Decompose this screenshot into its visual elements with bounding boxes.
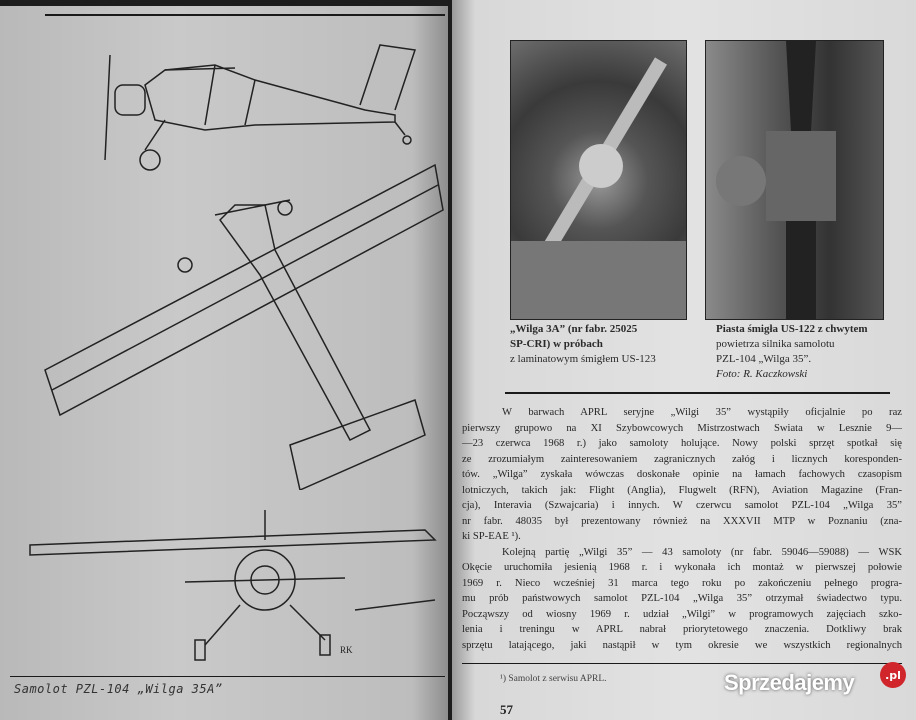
text-line: lotniczych, takich jak: Flight (Anglia), Flugwelt (RFN), Aviation Magazine (Fran- [462,484,902,496]
aircraft-top-view-drawing [40,160,445,490]
caption-rule [505,392,890,394]
caption-line: Piasta śmigła US-122 z chwytem [716,323,868,335]
photo-propeller-hub [705,40,884,320]
text-line: tów. „Wilga” zyskała wówczas doskonałe opinie na łamach fachowych czasopism [462,469,902,480]
photo-caption-1 [510,322,656,367]
text-line: sprzętu latającego, jaki nastąpił w tym okresie we wszystkich regionalnych [462,639,902,651]
photo-wilga-3a [510,40,687,320]
footnote: ¹) Samolot z serwisu APRL. [500,674,607,684]
caption-line: z laminatowym śmigłem US-123 [510,353,656,365]
paragraph-2 [462,545,902,654]
footnote-rule [462,663,902,664]
caption-line: PZL-104 „Wilga 35”. [716,353,812,365]
caption-line: „Wilga 3A” (nr fabr. 25025 [510,323,638,335]
paragraph-1 [462,405,902,545]
text-line: Począwszy od wiosny 1969 r. udział „Wilgi” w programowych zajęciach szko- [462,608,902,620]
text-line: —23 czerwca 1968 r.) jako samoloty holujące. Nowy polski sprzęt spotkał się [462,438,902,449]
text-line: ze zrozumiałym zainteresowaniem zagranicznych załóg i licznych koresponden- [462,453,902,465]
top-rule [45,14,445,16]
watermark-logo: Sprzedajemy [724,670,855,695]
caption-line: powietrza silnika samolotu [716,338,835,350]
text-line: ki SP-EAE ¹). [462,531,521,542]
text-line: 1969 r. Nieco wcześniej 31 marca tego roku po zakończeniu pełnego progra- [462,577,902,589]
aircraft-front-view-drawing [25,500,445,670]
text-line: cja), Interavia (Szwajcaria) i innych. W czerwcu samolot PZL-104 „Wilga 35” [462,500,902,511]
drawing-mark: RK [340,645,353,655]
text-line: Kolejną partię „Wilgi 35” — 43 samoloty (nr fabr. 59046—59088) — WSK [502,546,902,558]
aircraft-side-view-drawing [95,40,425,175]
photo-caption-2 [716,322,868,382]
page-number: 57 [500,702,513,717]
left-bottom-rule [10,676,445,677]
watermark-badge: .pl [880,662,906,688]
text-line: mu prób państwowych samolot PZL-104 „Wilga 35” otrzymał świadectwo typu. [462,593,902,604]
text-line: Okęcie uruchomiła jesienią 1968 r. i wykonała ich montaż w pierwszej połowie [462,562,902,573]
text-line: lenia i treningu w APRL nabrał priorytetowego znaczenia. Dotkliwy brak [462,624,902,635]
figure-caption: Samolot PZL-104 „Wilga 35A” [14,682,223,696]
caption-line: Foto: R. Kaczkowski [716,368,808,380]
body-text [462,405,902,653]
caption-line: SP-CRI) w próbach [510,338,603,350]
text-line: W barwach APRL seryjne „Wilgi 35” wystąpiły oficjalnie po raz [502,407,902,418]
text-line: pierwszy grupowo na XI Szybowcowych Mistrzostwach Swiata w Lesznie 9— [462,422,902,434]
text-line: nr fabr. 48035 był prezentowany również na XXXVII MTP w Poznaniu (zna- [462,515,902,527]
